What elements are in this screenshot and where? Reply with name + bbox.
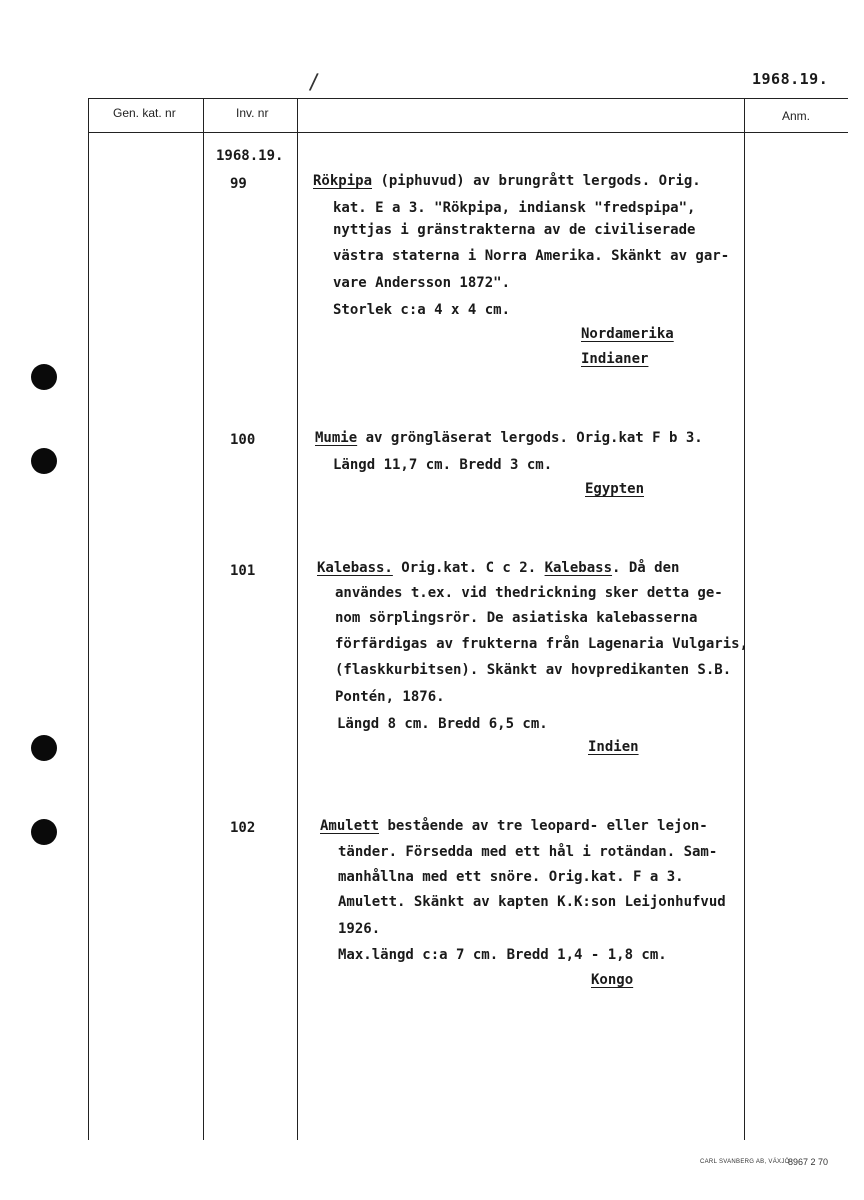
entry-line: Pontén, 1876. [335,689,445,705]
entry-line: Mumie av gröngläserat lergods. Orig.kat F b 3. [315,430,703,446]
region-label: Indien [588,739,639,755]
entry-line: Amulett bestående av tre leopard- eller lejon- [320,818,708,834]
inventory-number: 100 [230,432,256,448]
entry-line: Längd 8 cm. Bredd 6,5 cm. [337,716,548,732]
inventory-number: 102 [230,820,256,836]
inventory-year: 1968.19. [216,148,284,164]
pen-mark: / [308,69,320,96]
column-header-gen-kat-nr: Gen. kat. nr [113,106,176,120]
inventory-number: 99 [230,176,247,192]
punch-hole [31,819,57,845]
punch-hole [31,364,57,390]
punch-hole [31,735,57,761]
region-label: Indianer [581,351,649,367]
entry-line: Kalebass. Orig.kat. C c 2. Kalebass. Då den [317,560,680,576]
region-label: Egypten [585,481,645,497]
entry-line: förfärdigas av frukterna från Lagenaria Vulgaris, [335,636,749,652]
entry-line: kat. E a 3. "Rökpipa, indiansk "fredspipa", [333,200,696,216]
object-term: Amulett [320,818,380,834]
entry-line: användes t.ex. vid thedrickning sker detta ge- [335,585,723,601]
object-term: Kalebass [544,560,613,576]
entry-line: tänder. Försedda med ett hål i rotändan. Sam- [338,844,718,860]
inventory-number: 101 [230,563,256,579]
entry-line: Amulett. Skänkt av kapten K.K:son Leijonhufvud [338,894,726,910]
region-label: Kongo [591,972,634,988]
header-bottom-rule [88,132,848,133]
punch-hole [31,448,57,474]
entry-line: Längd 11,7 cm. Bredd 3 cm. [333,457,553,473]
column-divider-left [88,98,89,1140]
object-term: Rökpipa [313,173,373,189]
object-term: Mumie [315,430,358,446]
entry-line: (flaskkurbitsen). Skänkt av hovpredikanten S.B. [335,662,732,678]
entry-line: 1926. [338,921,381,937]
entry-line: nom sörplingsrör. De asiatiska kalebasserna [335,610,698,626]
object-term: Kalebass. [317,560,393,576]
entry-line: Rökpipa (piphuvud) av brungrått lergods. Orig. [313,173,701,189]
column-header-anm: Anm. [782,109,811,123]
region-label: Nordamerika [581,326,674,342]
entry-line: västra staterna i Norra Amerika. Skänkt av gar- [333,248,730,264]
column-header-inv-nr: Inv. nr [236,106,269,120]
page-number: 1968.19. [752,70,829,88]
entry-line: nyttjas i gränstrakterna av de civiliserade [333,222,696,238]
entry-line: vare Andersson 1872". [333,275,511,291]
column-divider-anm [744,98,745,1140]
column-divider-gen [203,98,204,1140]
entry-line: Max.längd c:a 7 cm. Bredd 1,4 - 1,8 cm. [338,947,667,963]
entry-line: Storlek c:a 4 x 4 cm. [333,302,511,318]
printer-imprint: CARL SVANBERG AB, VÄXJÖ [700,1159,790,1165]
form-code: 8967 2 70 [788,1157,829,1167]
entry-line: manhållna med ett snöre. Orig.kat. F a 3. [338,869,684,885]
header-top-rule [88,98,848,99]
column-divider-inv [297,98,298,1140]
